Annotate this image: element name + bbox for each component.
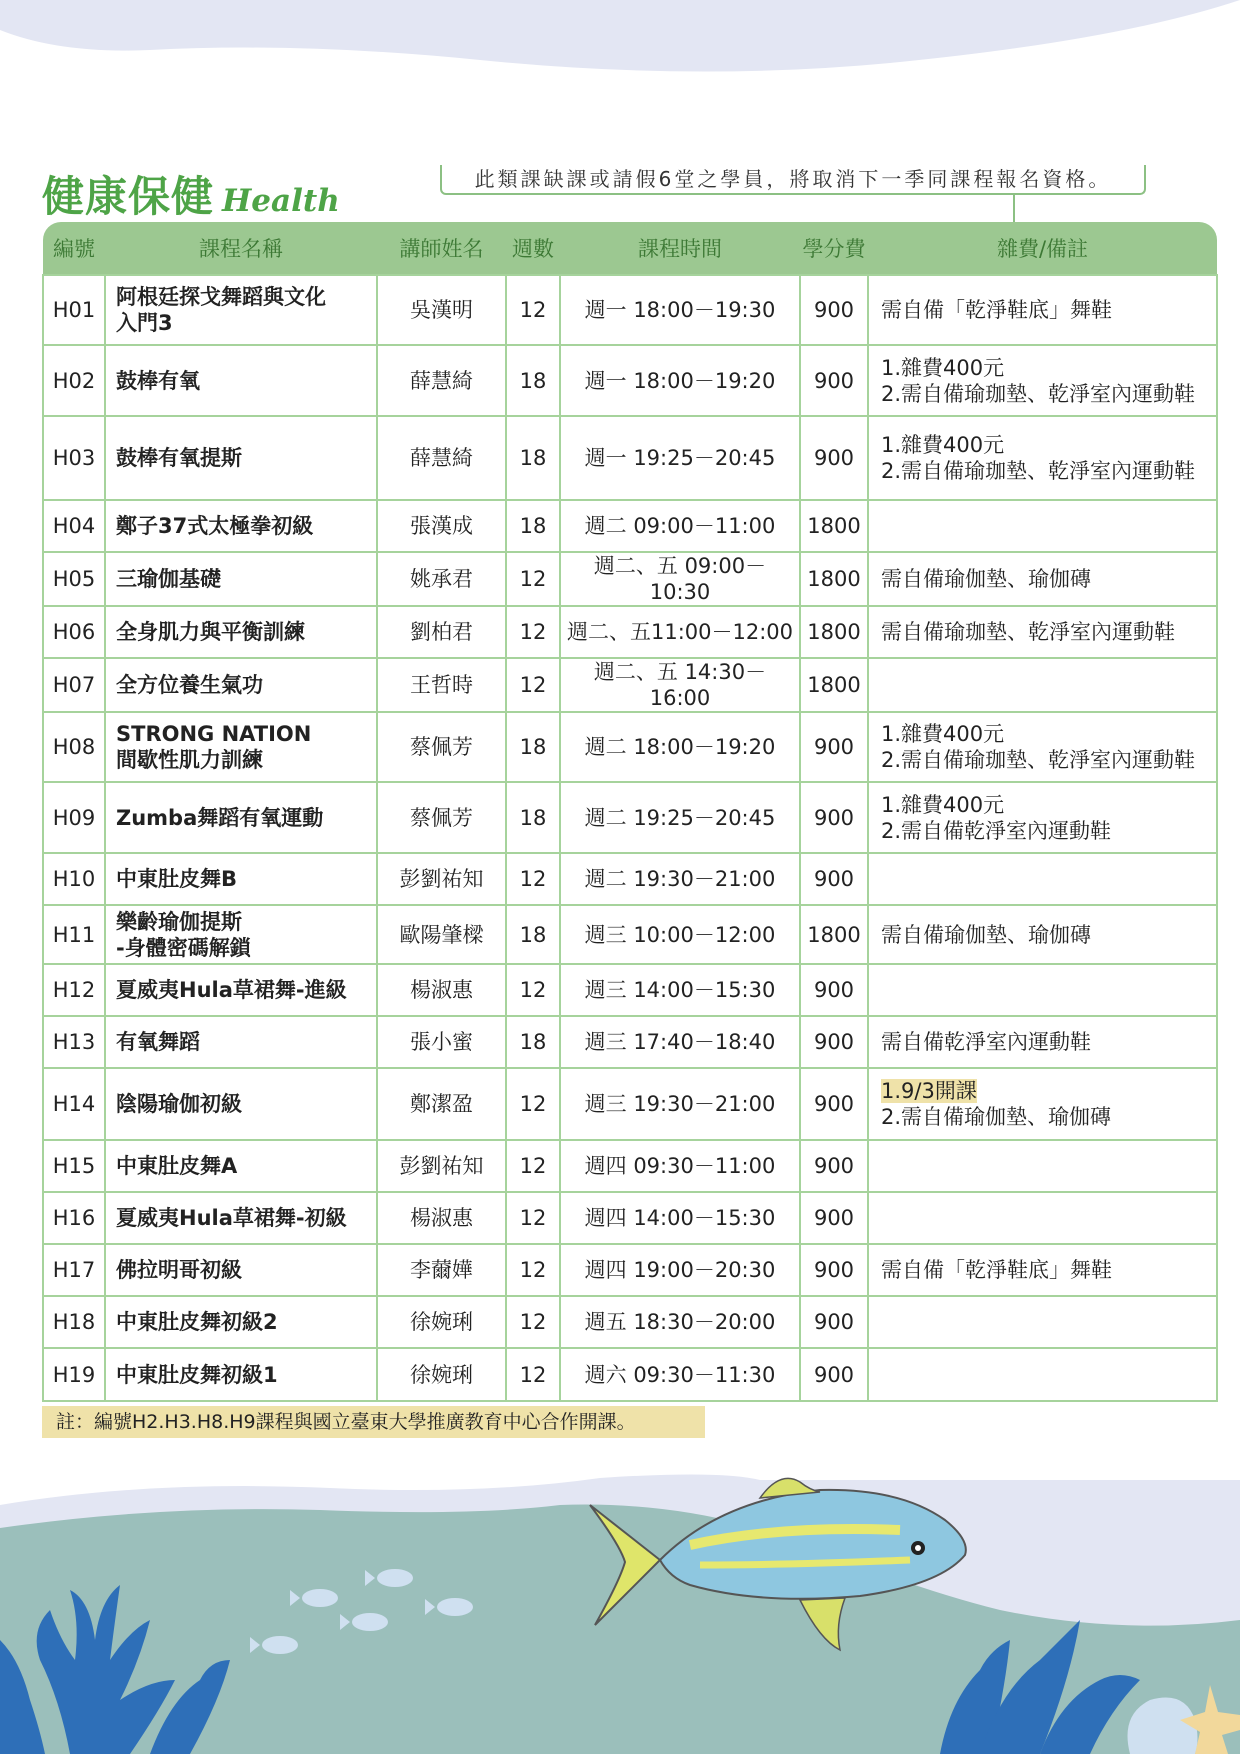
cell-time: 週四 14:00－15:30 [560, 1192, 800, 1244]
cell-time: 週二 18:00－19:20 [560, 712, 800, 782]
cell-code: H14 [43, 1068, 105, 1140]
table-row [43, 552, 1217, 606]
cell-weeks: 12 [506, 1296, 560, 1348]
cell-course-name [105, 853, 377, 905]
cell-code: H04 [43, 500, 105, 552]
cell-course-name [105, 606, 377, 658]
course-name-line: -身體密碼解鎖 [116, 935, 251, 960]
cell-course-name [105, 964, 377, 1016]
cell-time: 週四 19:00－20:30 [560, 1244, 800, 1296]
cell-time: 週三 10:00－12:00 [560, 905, 800, 964]
cell-code: H01 [43, 275, 105, 345]
cell-code: H02 [43, 345, 105, 416]
cell-code: H09 [43, 782, 105, 853]
cell-weeks: 18 [506, 782, 560, 853]
cell-weeks: 18 [506, 345, 560, 416]
cell-course-name [105, 1016, 377, 1068]
course-name-line: 夏威夷Hula草裙舞-初級 [116, 1206, 347, 1230]
cell-weeks: 12 [506, 606, 560, 658]
note-line: 需自備瑜珈墊、乾淨室內運動鞋 [881, 620, 1175, 644]
course-name-line: 佛拉明哥初級 [116, 1258, 242, 1282]
cell-code: H17 [43, 1244, 105, 1296]
cell-course-name [105, 1296, 377, 1348]
header-course-name: 課程名稱 [105, 222, 377, 275]
cell-fee: 900 [800, 964, 868, 1016]
header-weeks: 週數 [506, 222, 560, 275]
cell-course-name [105, 1348, 377, 1401]
course-name-line: 中東肚皮舞初級1 [116, 1362, 278, 1387]
cell-weeks: 12 [506, 658, 560, 712]
footnote: 註：編號H2.H3.H8.H9課程與國立臺東大學推廣教育中心合作開課。 [42, 1406, 705, 1438]
cell-time: 週一 19:25－20:45 [560, 416, 800, 500]
cell-code: H18 [43, 1296, 105, 1348]
course-name-line: 中東肚皮舞初級2 [116, 1310, 278, 1334]
cell-teacher: 張小蜜 [377, 1016, 506, 1068]
cell-weeks: 12 [506, 275, 560, 345]
table-header-row [43, 222, 1217, 275]
title-en: Health [222, 183, 340, 219]
cell-fee: 1800 [800, 552, 868, 606]
cell-teacher: 歐陽肇樑 [377, 905, 506, 964]
note-line: 2.需自備瑜珈墊、乾淨室內運動鞋 [881, 381, 1196, 406]
cell-fee: 1800 [800, 500, 868, 552]
cell-note [868, 1192, 1217, 1244]
cell-note [868, 606, 1217, 658]
table-row [43, 905, 1217, 964]
course-name-line: 陰陽瑜伽初級 [116, 1092, 242, 1116]
title-zh: 健康保健 [42, 172, 215, 221]
cell-course-name [105, 552, 377, 606]
cell-teacher: 姚承君 [377, 552, 506, 606]
cell-fee: 900 [800, 1296, 868, 1348]
course-name-line: 夏威夷Hula草裙舞-進級 [116, 978, 347, 1002]
cell-course-name [105, 345, 377, 416]
cell-note [868, 275, 1217, 345]
cell-time: 週五 18:30－20:00 [560, 1296, 800, 1348]
cell-note [868, 500, 1217, 552]
course-name-line: 間歇性肌力訓練 [116, 748, 263, 772]
note-line: 2.需自備瑜伽墊、瑜伽磚 [881, 1105, 1112, 1129]
cell-time: 週一 18:00－19:20 [560, 345, 800, 416]
cell-note [868, 782, 1217, 853]
course-name-line: 全方位養生氣功 [116, 673, 263, 697]
note-line: 2.需自備瑜珈墊、乾淨室內運動鞋 [881, 748, 1196, 772]
cell-time: 週三 17:40－18:40 [560, 1016, 800, 1068]
notice-connector [1013, 195, 1015, 223]
cell-time: 週二 19:25－20:45 [560, 782, 800, 853]
table-row [43, 345, 1217, 416]
cell-fee: 1800 [800, 606, 868, 658]
cell-note [868, 1016, 1217, 1068]
cell-note [868, 853, 1217, 905]
cell-time: 週六 09:30－11:30 [560, 1348, 800, 1401]
top-wave [0, 0, 1240, 72]
cell-weeks: 18 [506, 712, 560, 782]
table-row [43, 606, 1217, 658]
cell-teacher: 徐婉琍 [377, 1348, 506, 1401]
cell-weeks: 18 [506, 905, 560, 964]
cell-time: 週三 14:00－15:30 [560, 964, 800, 1016]
cell-note [868, 1244, 1217, 1296]
table-row [43, 782, 1217, 853]
cell-note [868, 905, 1217, 964]
cell-course-name [105, 905, 377, 964]
cell-teacher: 彭劉祐知 [377, 853, 506, 905]
note-line: 2.需自備乾淨室內運動鞋 [881, 818, 1112, 843]
cell-course-name [105, 1244, 377, 1296]
cell-course-name [105, 782, 377, 853]
cell-code: H03 [43, 416, 105, 500]
note-line: 1.雜費400元 [881, 722, 1005, 746]
cell-code: H11 [43, 905, 105, 964]
cell-course-name [105, 712, 377, 782]
cell-weeks: 12 [506, 853, 560, 905]
cell-fee: 900 [800, 712, 868, 782]
cell-note [868, 416, 1217, 500]
course-name-line: 鄭子37式太極拳初級 [116, 514, 314, 538]
note-highlight: 1.9/3開課 [881, 1079, 977, 1103]
cell-teacher: 徐婉琍 [377, 1296, 506, 1348]
cell-time: 週二、五11:00－12:00 [560, 606, 800, 658]
cell-code: H19 [43, 1348, 105, 1401]
table-row [43, 964, 1217, 1016]
cell-fee: 900 [800, 1192, 868, 1244]
table-row [43, 1068, 1217, 1140]
cell-fee: 900 [800, 853, 868, 905]
cell-weeks: 12 [506, 1244, 560, 1296]
course-name-line: 中東肚皮舞A [116, 1154, 238, 1178]
cell-note [868, 1348, 1217, 1401]
cell-teacher: 楊淑惠 [377, 964, 506, 1016]
cell-fee: 900 [800, 1140, 868, 1192]
table-row [43, 658, 1217, 712]
cell-code: H15 [43, 1140, 105, 1192]
note-line [881, 1078, 1208, 1104]
course-name-line: 樂齡瑜伽提斯 [116, 909, 242, 934]
cell-code: H08 [43, 712, 105, 782]
note-line: 需自備瑜伽墊、瑜伽磚 [881, 922, 1091, 947]
note-line: 需自備「乾淨鞋底」舞鞋 [881, 1258, 1112, 1282]
note-line: 需自備瑜伽墊、瑜伽磚 [881, 567, 1091, 591]
header-code: 編號 [43, 222, 105, 275]
course-name-line: 鼓棒有氧提斯 [116, 446, 242, 470]
table-body [43, 275, 1217, 1401]
cell-code: H06 [43, 606, 105, 658]
cell-weeks: 12 [506, 552, 560, 606]
course-name-line: 鼓棒有氧 [116, 368, 200, 393]
cell-code: H12 [43, 964, 105, 1016]
cell-fee: 900 [800, 275, 868, 345]
course-name-line: Zumba舞蹈有氧運動 [116, 805, 324, 830]
header-time: 課程時間 [560, 222, 800, 275]
table-row [43, 416, 1217, 500]
header-fee: 學分費 [800, 222, 868, 275]
cell-teacher: 蔡佩芳 [377, 712, 506, 782]
cell-code: H13 [43, 1016, 105, 1068]
cell-time: 週二 09:00－11:00 [560, 500, 800, 552]
cell-time: 週三 19:30－21:00 [560, 1068, 800, 1140]
cell-weeks: 18 [506, 500, 560, 552]
table-row [43, 1140, 1217, 1192]
cell-code: H07 [43, 658, 105, 712]
cell-teacher: 張漢成 [377, 500, 506, 552]
cell-fee: 900 [800, 1016, 868, 1068]
cell-course-name [105, 416, 377, 500]
cell-note [868, 1140, 1217, 1192]
cell-course-name [105, 275, 377, 345]
cell-time: 週二 19:30－21:00 [560, 853, 800, 905]
cell-weeks: 18 [506, 1016, 560, 1068]
cell-time: 週二、五 09:00－10:30 [560, 552, 800, 606]
cell-fee: 900 [800, 1244, 868, 1296]
cell-code: H16 [43, 1192, 105, 1244]
cell-fee: 1800 [800, 658, 868, 712]
table-row [43, 1016, 1217, 1068]
absence-notice: 此類課缺課或請假6堂之學員，將取消下一季同課程報名資格。 [440, 165, 1146, 195]
note-line: 需自備乾淨室內運動鞋 [881, 1030, 1091, 1054]
cell-teacher: 蔡佩芳 [377, 782, 506, 853]
cell-code: H10 [43, 853, 105, 905]
cell-teacher: 李薾嬅 [377, 1244, 506, 1296]
cell-teacher: 薛慧綺 [377, 416, 506, 500]
cell-note [868, 1068, 1217, 1140]
cell-course-name [105, 1068, 377, 1140]
cell-course-name [105, 1140, 377, 1192]
cell-weeks: 12 [506, 1068, 560, 1140]
header-teacher: 講師姓名 [377, 222, 506, 275]
table-row [43, 1244, 1217, 1296]
note-line: 需自備「乾淨鞋底」舞鞋 [881, 298, 1112, 322]
course-name-line: STRONG NATION [116, 722, 312, 746]
table-row [43, 1348, 1217, 1401]
header-note: 雜費/備註 [868, 222, 1217, 275]
cell-teacher: 劉柏君 [377, 606, 506, 658]
cell-teacher: 薛慧綺 [377, 345, 506, 416]
note-line: 2.需自備瑜珈墊、乾淨室內運動鞋 [881, 459, 1196, 483]
note-line: 1.雜費400元 [881, 433, 1005, 457]
cell-weeks: 12 [506, 1192, 560, 1244]
cell-course-name [105, 500, 377, 552]
course-name-line: 全身肌力與平衡訓練 [116, 620, 305, 644]
table-row [43, 1192, 1217, 1244]
cell-note [868, 552, 1217, 606]
cell-code: H05 [43, 552, 105, 606]
cell-teacher: 鄭潔盈 [377, 1068, 506, 1140]
course-name-line: 中東肚皮舞B [116, 867, 238, 891]
cell-fee: 900 [800, 782, 868, 853]
note-line: 1.雜費400元 [881, 355, 1005, 380]
course-name-line: 阿根廷探戈舞蹈與文化 [116, 285, 326, 309]
cell-note [868, 1296, 1217, 1348]
table-row [43, 275, 1217, 345]
cell-weeks: 12 [506, 964, 560, 1016]
cell-weeks: 18 [506, 416, 560, 500]
table-row [43, 853, 1217, 905]
course-name-line: 有氧舞蹈 [116, 1030, 200, 1054]
cell-weeks: 12 [506, 1140, 560, 1192]
table-row [43, 712, 1217, 782]
table-row [43, 1296, 1217, 1348]
course-name-line: 入門3 [116, 311, 173, 335]
cell-weeks: 12 [506, 1348, 560, 1401]
cell-note [868, 658, 1217, 712]
cell-note [868, 712, 1217, 782]
cell-note [868, 964, 1217, 1016]
cell-teacher: 吳漢明 [377, 275, 506, 345]
cell-fee: 900 [800, 345, 868, 416]
cell-note [868, 345, 1217, 416]
cell-time: 週一 18:00－19:30 [560, 275, 800, 345]
cell-teacher: 王哲時 [377, 658, 506, 712]
course-name-line: 三瑜伽基礎 [116, 567, 221, 591]
cell-fee: 900 [800, 1348, 868, 1401]
cell-time: 週四 09:30－11:00 [560, 1140, 800, 1192]
cell-teacher: 彭劉祐知 [377, 1140, 506, 1192]
table-row [43, 500, 1217, 552]
cell-course-name [105, 1192, 377, 1244]
course-table [42, 222, 1218, 1402]
cell-fee: 1800 [800, 905, 868, 964]
note-line: 1.雜費400元 [881, 792, 1005, 817]
cell-fee: 900 [800, 1068, 868, 1140]
cell-course-name [105, 658, 377, 712]
cell-teacher: 楊淑惠 [377, 1192, 506, 1244]
section-title [42, 164, 340, 224]
cell-time: 週二、五 14:30－16:00 [560, 658, 800, 712]
cell-fee: 900 [800, 416, 868, 500]
